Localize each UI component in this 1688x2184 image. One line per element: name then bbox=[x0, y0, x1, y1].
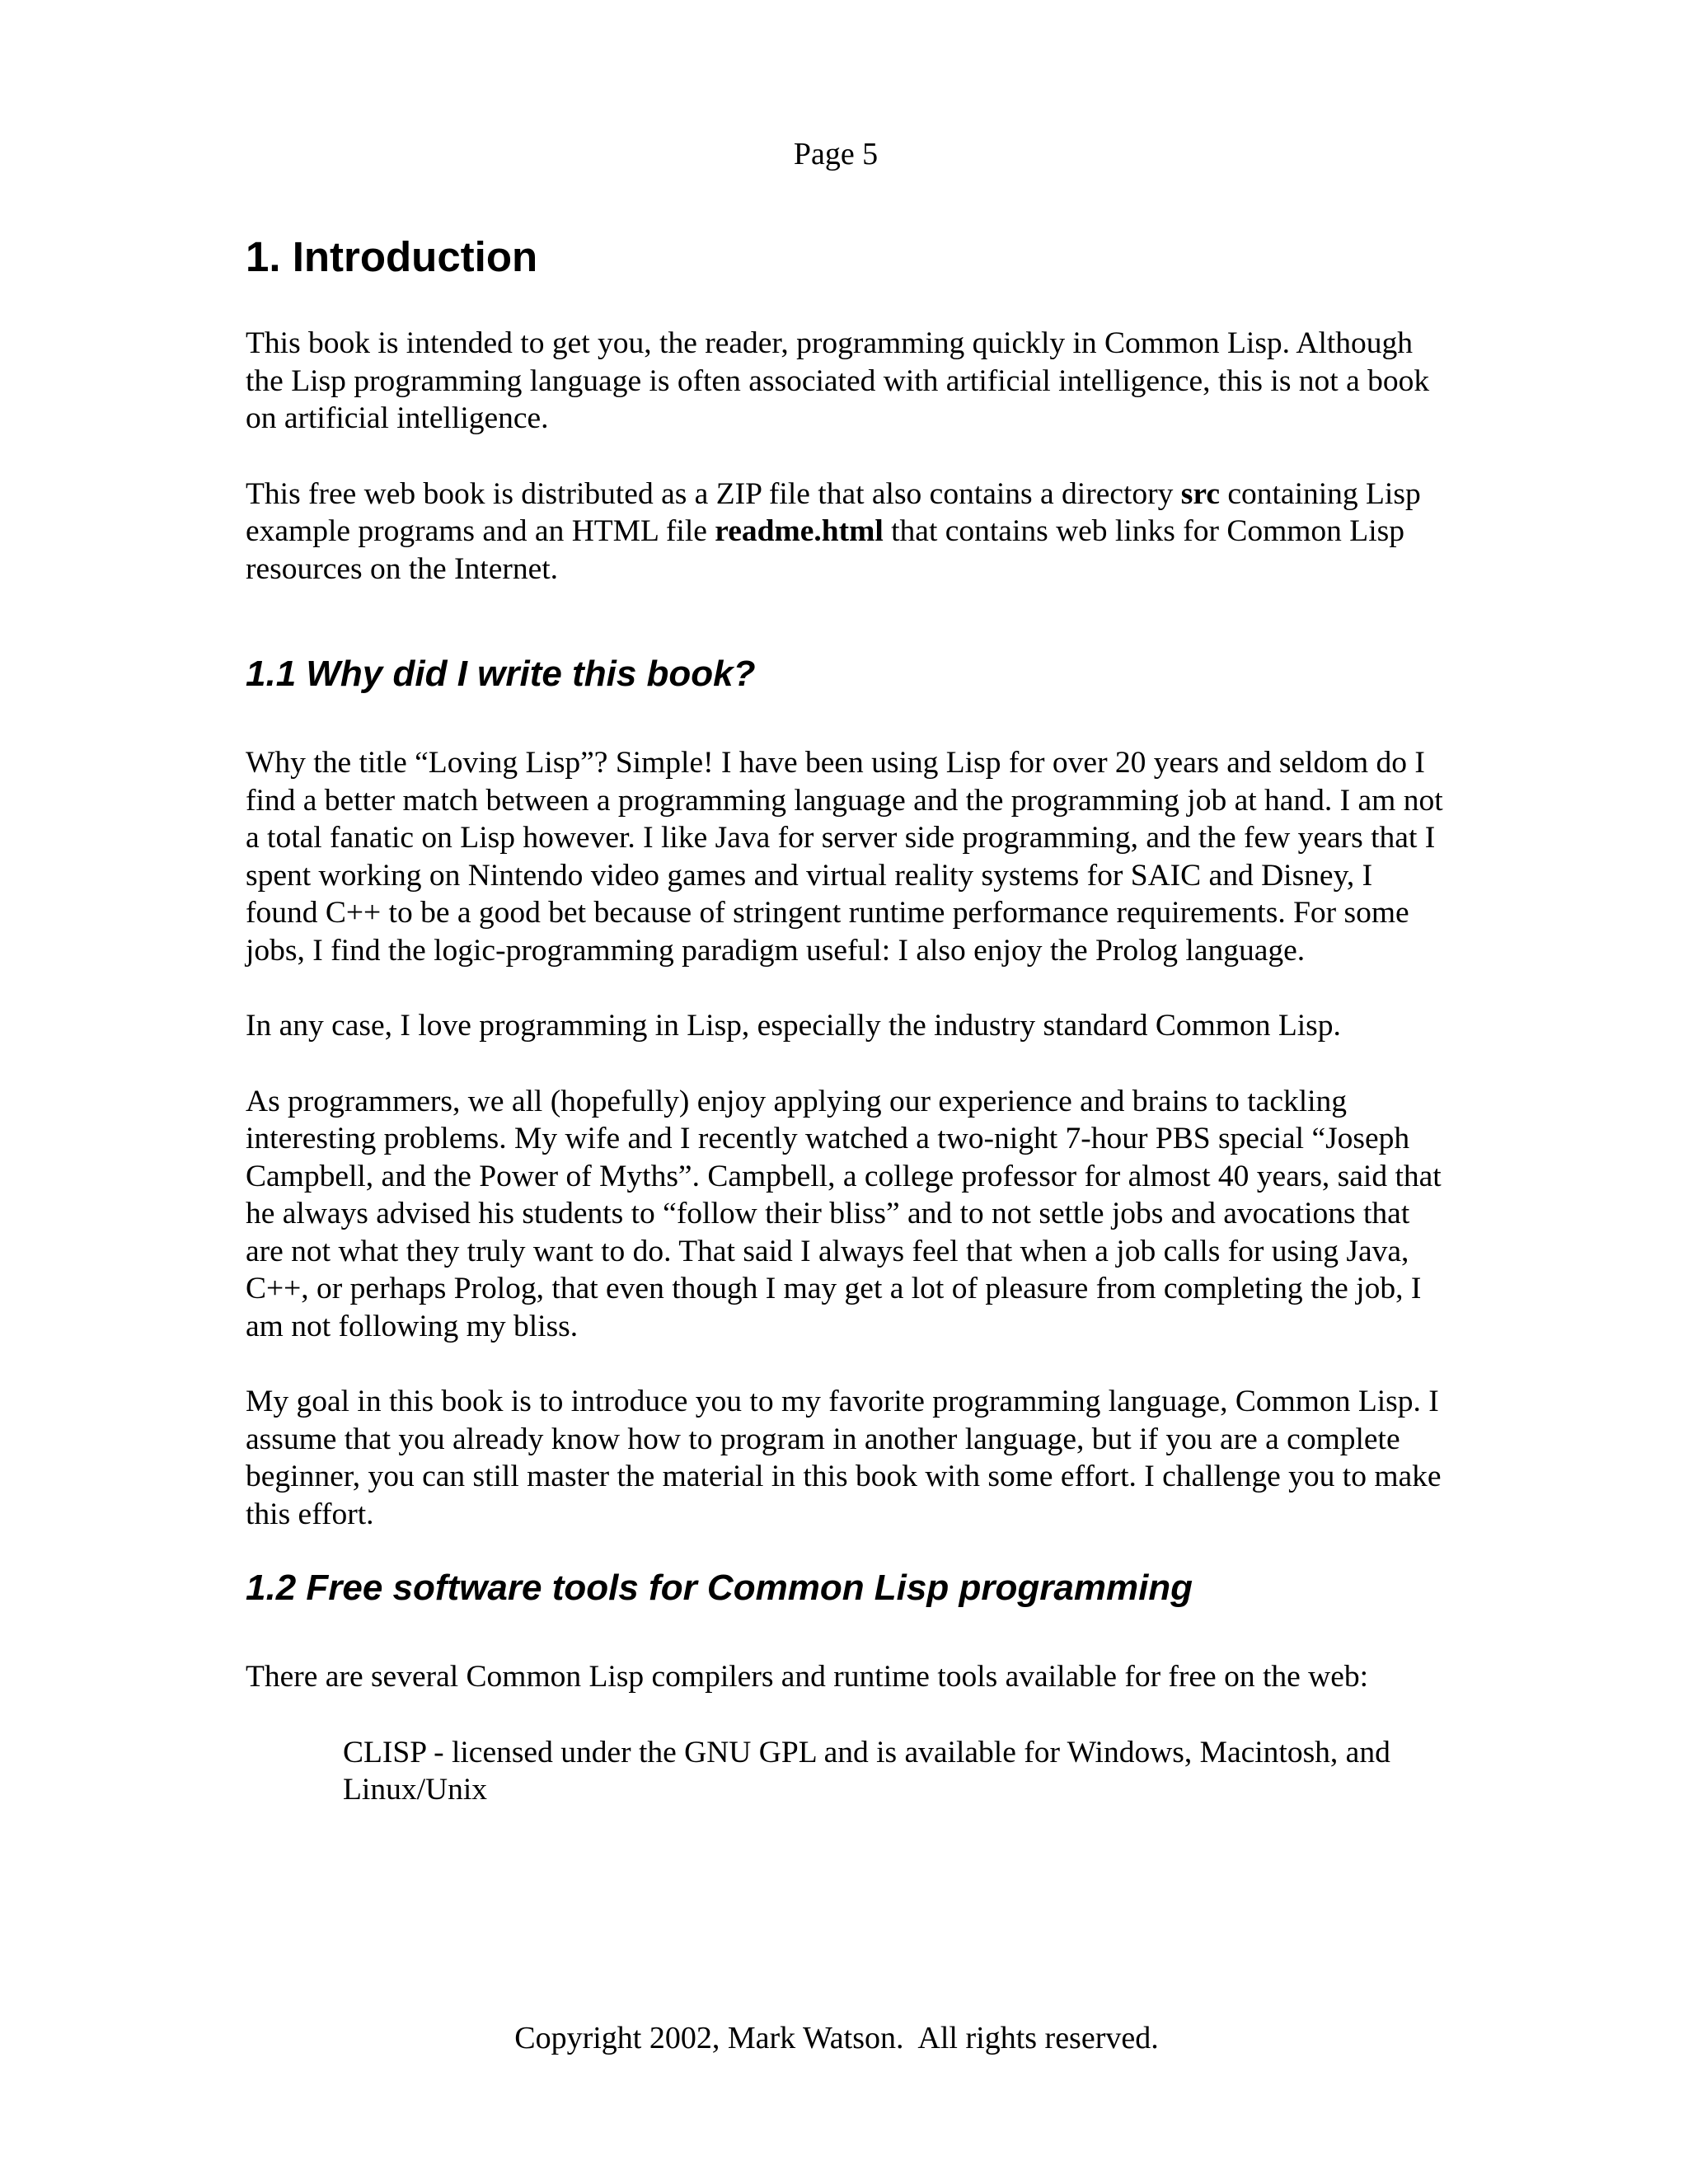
section-1-2-title: 1.2 Free software tools for Common Lisp programming bbox=[246, 1568, 1193, 1608]
clisp-item: CLISP - licensed under the GNU GPL and is available for Windows, Macintosh, and Linux/Unix bbox=[343, 1735, 1390, 1807]
page-content bbox=[246, 223, 1449, 1809]
copyright-footer: Copyright 2002, Mark Watson. All rights reserved. bbox=[514, 2021, 1159, 2055]
section-1-1-title: 1.1 Why did I write this book? bbox=[246, 654, 756, 694]
src-directory-name: src bbox=[1180, 476, 1220, 511]
zip-file-paragraph bbox=[246, 476, 1449, 588]
zip-text-part-3: that contains web links for Common Lisp resources on the Internet. bbox=[246, 514, 1404, 586]
zip-text-part-2: containing Lisp example programs and an HTML file bbox=[246, 476, 1421, 548]
why-paragraph-2: In any case, I love programming in Lisp, especially the industry standard Common Lisp. bbox=[246, 1009, 1341, 1043]
intro-paragraph: This book is intended to get you, the reader, programming quickly in Common Lisp. Although the Lisp programming language is often associated with artificial intelligence, this is not a book on artificial intelligence. bbox=[246, 326, 1430, 435]
chapter-title: 1. Introduction bbox=[246, 233, 538, 280]
why-paragraph-3: As programmers, we all (hopefully) enjoy applying our experience and brains to tackling interesting problems. My wife and I recently watched a two-night 7-hour PBS special “Joseph Campbell, and the Power of Myths”. Campbell, a college professor for almost 40 years, said that he always advised his students to “follow their bliss” and to not settle jobs and avocations that are not what they truly want to do. That said I always feel that when a job calls for using Java, C++, or perhaps Prolog, that even though I may get a lot of pleasure from completing the job, I am not following my bliss. bbox=[246, 1084, 1442, 1343]
tools-intro-paragraph: There are several Common Lisp compilers and runtime tools available for free on the web: bbox=[246, 1660, 1369, 1694]
readme-file-name: readme.html bbox=[715, 514, 884, 548]
zip-text-part-1: This free web book is distributed as a ZIP file that also contains a directory bbox=[246, 476, 1181, 511]
page-number: Page 5 bbox=[793, 137, 879, 171]
why-paragraph-4: My goal in this book is to introduce you to my favorite programming language, Common Lisp. I assume that you already know how to program in another language, but if you are a complete beginner, you can still master the material in this book with some effort. I challenge you to make this effort. bbox=[246, 1385, 1442, 1531]
why-paragraph-1: Why the title “Loving Lisp”? Simple! I have been using Lisp for over 20 years and seldom do I find a better match between a programming language and the programming job at hand. I am not a total fanatic on Lisp however. I like Java for server side programming, and the few years that I spent working on Nintendo video games and virtual reality systems for SAIC and Disney, I found C++ to be a good bet because of stringent runtime performance requirements. For some jobs, I find the logic-programming paradigm useful: I also enjoy the Prolog language. bbox=[246, 746, 1443, 968]
